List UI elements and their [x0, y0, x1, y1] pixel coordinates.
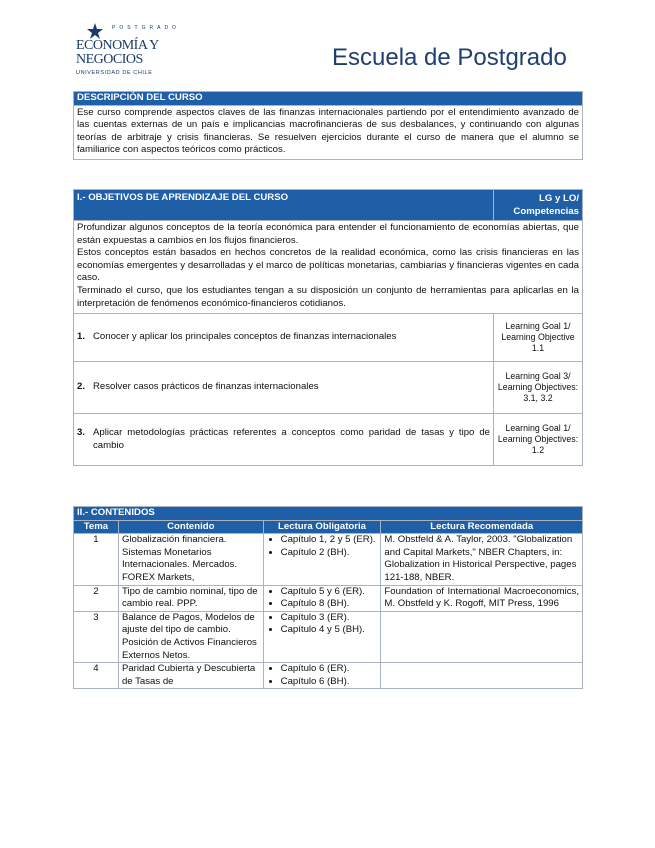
- reading-item: • Capítulo 5 y 6 (ER).: [281, 586, 378, 599]
- cell-tema: 1: [74, 534, 119, 585]
- objective-item: [74, 314, 494, 362]
- objective-text: Aplicar metodologías prácticas referentes a conceptos como paridad de tasas y tipo de cambio: [93, 427, 491, 451]
- objective-text: Resolver casos prácticos de finanzas internacionales: [93, 381, 319, 393]
- column-header-obligatoria: Lectura Obligatoria: [263, 520, 381, 534]
- table-row: [74, 611, 583, 662]
- cell-contenido: Paridad Cubierta y Descubierta de Tasas de: [118, 663, 263, 689]
- cell-tema: 2: [74, 585, 119, 611]
- objective-lg: Learning Goal 1/ Learning Objectives: 1.2: [494, 414, 583, 466]
- table-row: [74, 585, 583, 611]
- logo-line-2: NEGOCIOS: [76, 52, 143, 67]
- table-row: [74, 663, 583, 689]
- page-header: [76, 22, 581, 80]
- column-header-contenido: Contenido: [118, 520, 263, 534]
- cell-obligatoria: [263, 585, 381, 611]
- cell-recomendada: M. Obstfeld & A. Taylor, 2003. "Globalization and Capital Markets," NBER Chapters, in: Globalization in Historical Perspective, pages 121-188, NBER.: [381, 534, 583, 585]
- logo-line-1: ECONOMÍA Y: [76, 38, 159, 53]
- cell-tema: 4: [74, 663, 119, 689]
- contents-table: [73, 506, 583, 689]
- cell-recomendada: Foundation of International Macroeconomics, M. Obstfeld y K. Rogoff, MIT Press, 1996: [381, 585, 583, 611]
- cell-obligatoria: [263, 611, 381, 662]
- reading-item: • Capítulo 8 (BH).: [281, 598, 378, 611]
- faculty-logo: [76, 22, 206, 80]
- logo-university: UNIVERSIDAD DE CHILE: [76, 70, 153, 76]
- objective-item: [74, 414, 494, 466]
- cell-recomendada: [381, 663, 583, 689]
- description-table: [73, 91, 583, 160]
- cell-contenido: Tipo de cambio nominal, tipo de cambio real. PPP.: [118, 585, 263, 611]
- description-heading: DESCRIPCIÓN DEL CURSO: [74, 92, 583, 106]
- objective-number: 1.: [77, 331, 86, 343]
- cell-tema: 3: [74, 611, 119, 662]
- objective-lg: Learning Goal 1/ Learning Objective 1.1: [494, 314, 583, 362]
- objective-number: 2.: [77, 381, 86, 393]
- school-title: Escuela de Postgrado: [332, 44, 567, 71]
- objectives-table: [73, 189, 583, 466]
- reading-item: • Capítulo 3 (ER).: [281, 612, 378, 625]
- objectives-paragraph: Terminado el curso, que los estudiantes tengan a su disposición un conjunto de herramientas para aplicarlas en la interpretación de fenómenos económico-financieros cotidianos.: [77, 284, 579, 309]
- reading-item: • Capítulo 1, 2 y 5 (ER).: [281, 534, 378, 547]
- cell-contenido: Balance de Pagos, Modelos de ajuste del tipo de cambio. Posición de Activos Financieros Externos Netos.: [118, 611, 263, 662]
- objectives-heading: I.- OBJETIVOS DE APRENDIZAJE DEL CURSO: [74, 190, 494, 221]
- table-row: [74, 534, 583, 585]
- logo-posgrado: POSTGRADO: [112, 25, 180, 31]
- cell-recomendada: [381, 611, 583, 662]
- objective-item: [74, 362, 494, 414]
- objectives-paragraph: Estos conceptos están basados en hechos concretos de la realidad económica, como las crisis financieras en las economías emergentes y desarrolladas y el marco de políticas monetarias, cambiarias y financieras vigentes en cada caso.: [77, 247, 579, 284]
- objectives-paragraph: Profundizar algunos conceptos de la teoría económica para entender el funcionamiento de economías abiertas, que están expuestas a cambios en los flujos financieros.: [77, 222, 579, 246]
- objectives-intro: [74, 221, 583, 314]
- reading-item: • Capítulo 2 (BH).: [281, 547, 378, 560]
- objectives-heading-right: LG y LO/ Competencias: [494, 190, 583, 221]
- description-text: Ese curso comprende aspectos claves de las finanzas internacionales partiendo por el entendimiento avanzado de las cuentas externas de un país e implicancias macrofinancieras de sus desbalances, y continuando con algunas teorías de arbitraje y crisis financieras. Se resuelven ejercicios durante el curso de manera que el alumno se familiarice con aspectos teóricos como prácticos.: [74, 105, 583, 159]
- column-header-recomendada: Lectura Recomendada: [381, 520, 583, 534]
- objective-lg: Learning Goal 3/ Learning Objectives: 3.1, 3.2: [494, 362, 583, 414]
- objective-text: Conocer y aplicar los principales conceptos de finanzas internacionales: [93, 331, 397, 343]
- objective-number: 3.: [77, 427, 86, 439]
- contents-heading: II.- CONTENIDOS: [74, 507, 583, 521]
- reading-item: • Capítulo 4 y 5 (BH).: [281, 624, 378, 637]
- cell-obligatoria: [263, 534, 381, 585]
- reading-item: • Capítulo 6 (BH).: [281, 676, 378, 689]
- cell-obligatoria: [263, 663, 381, 689]
- column-header-tema: Tema: [74, 520, 119, 534]
- cell-contenido: Globalización financiera. Sistemas Monetarios Internacionales. Mercados. FOREX Markets,: [118, 534, 263, 585]
- reading-item: • Capítulo 6 (ER).: [281, 663, 378, 676]
